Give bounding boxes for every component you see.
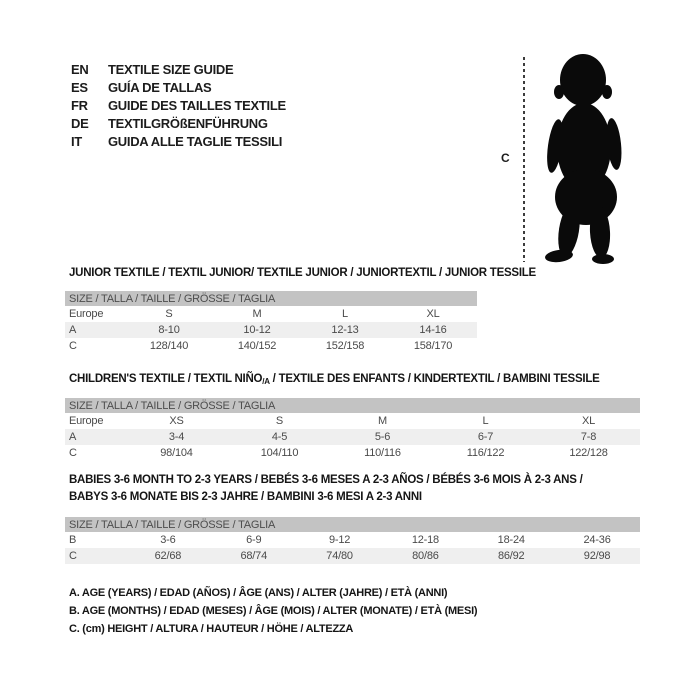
section-title-junior: JUNIOR TEXTILE / TEXTIL JUNIOR/ TEXTILE JUNIOR / JUNIORTEXTIL / JUNIOR TESSILE <box>69 267 536 279</box>
cell: 152/158 <box>325 340 365 352</box>
cell: 158/170 <box>413 340 453 352</box>
table-header-row <box>65 291 477 306</box>
table-row-age <box>65 429 640 445</box>
cell: XS <box>169 415 184 427</box>
cell: M <box>252 308 262 320</box>
cell: S <box>275 415 284 427</box>
cell: 8-10 <box>125 322 213 338</box>
cell: 18-24 <box>497 534 525 546</box>
cell: 62/68 <box>125 548 211 564</box>
language-code: ES <box>71 80 88 95</box>
cell: 116/122 <box>466 447 505 459</box>
table-header-label: SIZE / TALLA / TAILLE / GRÖSSE / TAGLIA <box>65 517 640 532</box>
cell: 7-8 <box>537 429 640 445</box>
cell: 92/98 <box>554 548 640 564</box>
cell: 3-6 <box>160 534 176 546</box>
table-header-label: SIZE / TALLA / TAILLE / GRÖSSE / TAGLIA <box>65 398 640 413</box>
cell: 128/140 <box>149 340 189 352</box>
cell: 6-7 <box>434 429 537 445</box>
cell: XL <box>426 308 440 320</box>
cell: 12-13 <box>301 322 389 338</box>
table-row-age <box>65 322 477 338</box>
cell: M <box>378 415 387 427</box>
row-label: Europe <box>69 308 104 320</box>
title-part: CHILDREN'S TEXTILE / TEXTIL NIÑO <box>69 373 263 385</box>
table-row-months <box>65 532 640 548</box>
language-label: GUIDA ALLE TAGLIE TESSILI <box>108 134 283 149</box>
cell: 5-6 <box>331 429 434 445</box>
cell: 140/152 <box>237 340 277 352</box>
language-code: FR <box>71 98 88 113</box>
table-header-row <box>65 398 640 413</box>
table-header-label: SIZE / TALLA / TAILLE / GRÖSSE / TAGLIA <box>65 291 477 306</box>
cell: 74/80 <box>297 548 383 564</box>
row-label: A <box>65 429 125 445</box>
height-marker-label: C <box>501 151 510 165</box>
language-list <box>71 61 286 151</box>
table-row-height <box>65 338 477 354</box>
table-row-europe <box>65 306 477 322</box>
language-label: GUÍA DE TALLAS <box>108 80 212 95</box>
cell: 10-12 <box>213 322 301 338</box>
cell: 12-18 <box>411 534 439 546</box>
language-label: TEXTILGRÖßENFÜHRUNG <box>108 116 268 131</box>
language-code: DE <box>71 116 89 131</box>
cell: 24-36 <box>583 534 611 546</box>
babies-size-table <box>65 517 640 564</box>
footnote-c: C. (cm) HEIGHT / ALTURA / HAUTEUR / HÖHE / ALTEZZA <box>69 623 354 635</box>
cell: 14-16 <box>389 322 477 338</box>
cell: 68/74 <box>211 548 297 564</box>
baby-foot-right <box>592 254 614 264</box>
cell: 98/104 <box>160 447 193 459</box>
height-marker-dashed-line <box>523 57 525 262</box>
cell: 104/110 <box>260 447 299 459</box>
row-label: C <box>69 447 77 459</box>
cell: L <box>342 308 348 320</box>
language-label: TEXTILE SIZE GUIDE <box>108 62 234 77</box>
title-line: BABYS 3-6 MONATE BIS 2-3 JAHRE / BAMBINI 3-6 MESI A 2-3 ANNI <box>69 491 422 503</box>
cell: 110/116 <box>364 447 401 459</box>
cell: 4-5 <box>228 429 331 445</box>
cell: S <box>165 308 173 320</box>
cell: 3-4 <box>125 429 228 445</box>
row-label: B <box>69 534 77 546</box>
row-label: C <box>69 340 77 352</box>
row-label: C <box>65 548 125 564</box>
row-label: Europe <box>69 415 104 427</box>
table-row-europe <box>65 413 640 429</box>
section-title-children <box>69 371 600 390</box>
table-row-height <box>65 445 640 461</box>
section-title-babies <box>69 472 583 506</box>
cell: L <box>482 415 489 427</box>
table-header-row <box>65 517 640 532</box>
cell: 86/92 <box>468 548 554 564</box>
baby-silhouette <box>534 50 646 265</box>
title-line: BABIES 3-6 MONTH TO 2-3 YEARS / BEBÉS 3-6 MESES A 2-3 AÑOS / BÉBÉS 3-6 MOIS À 2-3 ANS / <box>69 474 583 486</box>
baby-ear-right <box>602 85 612 99</box>
title-part-subscript: /A <box>262 377 270 386</box>
footnote-b: B. AGE (MONTHS) / EDAD (MESES) / ÂGE (MOIS) / ALTER (MONATE) / ETÀ (MESI) <box>69 605 478 617</box>
footnote-legend <box>69 584 477 638</box>
junior-size-table <box>65 291 477 354</box>
baby-head <box>560 54 606 106</box>
language-code: EN <box>71 62 89 77</box>
baby-ear-left <box>554 85 564 99</box>
cell: 122/128 <box>569 447 608 459</box>
cell: XL <box>581 415 596 427</box>
language-code: IT <box>71 134 82 149</box>
footnote-a: A. AGE (YEARS) / EDAD (AÑOS) / ÂGE (ANS) / ALTER (JAHRE) / ETÀ (ANNI) <box>69 587 448 599</box>
table-row-height <box>65 548 640 564</box>
cell: 9-12 <box>328 534 351 546</box>
cell: 80/86 <box>382 548 468 564</box>
title-part: / TEXTILE DES ENFANTS / KINDERTEXTIL / BAMBINI TESSILE <box>269 373 600 385</box>
language-label: GUIDE DES TAILLES TEXTILE <box>108 98 286 113</box>
cell: 6-9 <box>246 534 262 546</box>
row-label: A <box>65 322 125 338</box>
children-size-table <box>65 398 640 461</box>
